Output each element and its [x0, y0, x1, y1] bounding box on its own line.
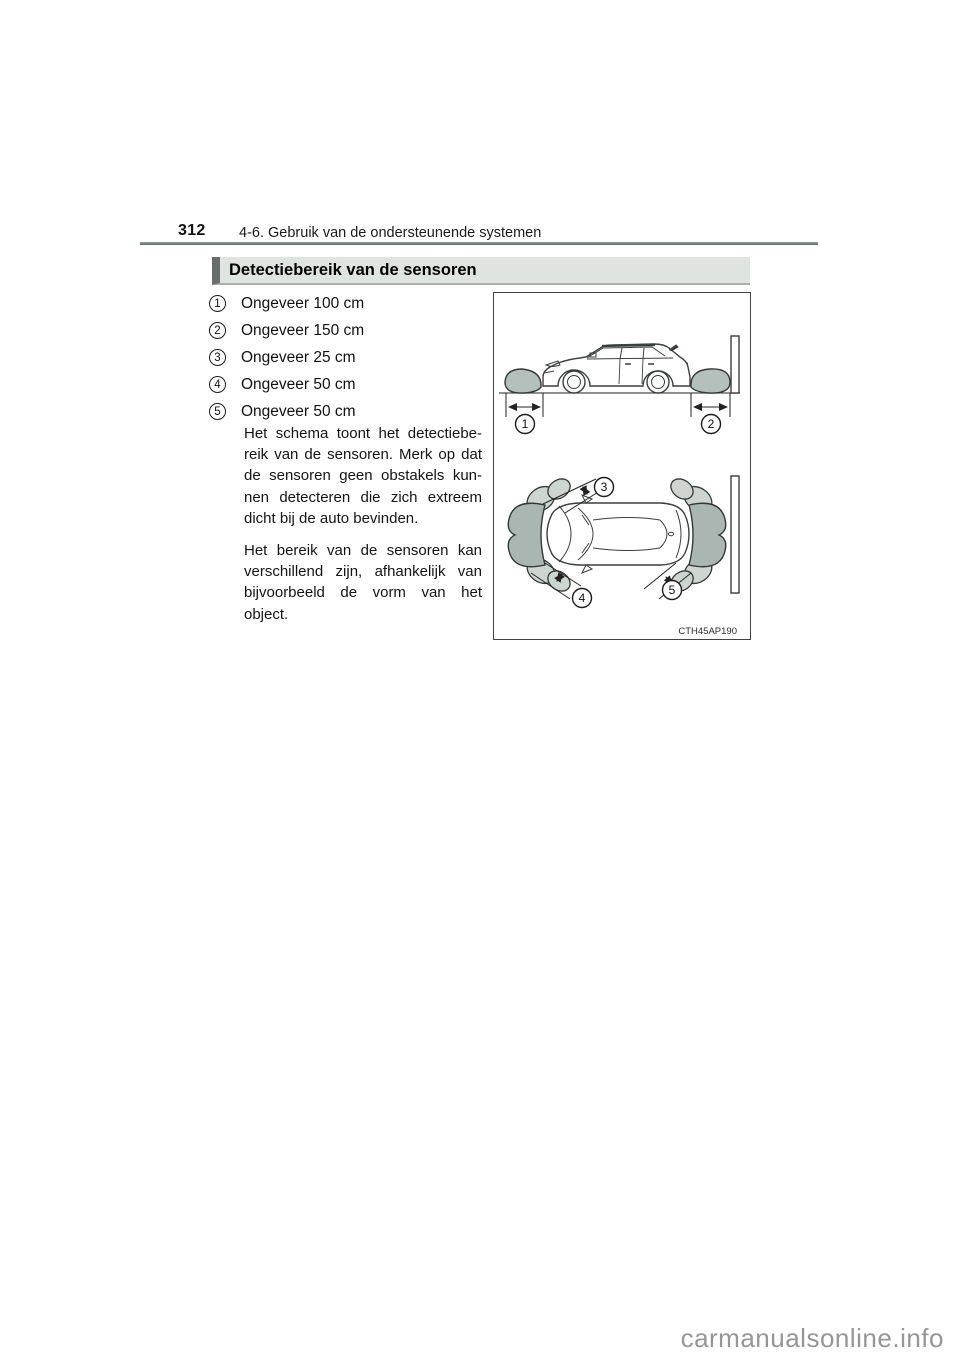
callout-2-label: 2	[707, 417, 715, 432]
front-detection-zone-side	[505, 369, 541, 393]
page-number: 312	[178, 222, 206, 239]
legend-item-4	[209, 371, 364, 398]
text-line: verschillend zijn, afhankelijk van	[244, 563, 482, 581]
legend-item-2	[209, 317, 364, 344]
dimension-1	[506, 393, 543, 417]
callout-1-label: 1	[521, 417, 529, 432]
side-view-diagram	[499, 336, 740, 434]
header-rule	[140, 242, 818, 245]
text-line: nen detecteren die zich extreem	[244, 488, 482, 506]
callout-4-label: 4	[578, 591, 586, 606]
sensor-range-legend	[209, 290, 364, 425]
callout-5-label: 5	[668, 583, 676, 598]
dimension-2	[691, 393, 730, 417]
text-line: bijvoorbeeld de vorm van het	[244, 584, 482, 602]
top-view-diagram	[508, 475, 739, 637]
front-center-detection-zone	[508, 503, 545, 567]
watermark: carmanualsonline.info	[680, 1323, 944, 1353]
wall-side-view	[731, 336, 739, 393]
text-line: reik van de sensoren. Merk op dat	[244, 446, 482, 464]
legend-item-label: Ongeveer 100 cm	[241, 294, 365, 312]
wall-top-view	[731, 476, 739, 593]
paragraph-detection-range	[244, 423, 482, 529]
text-line: Het bereik van de sensoren kan	[244, 542, 482, 560]
callout-3-label: 3	[600, 480, 608, 495]
legend-item-label: Ongeveer 25 cm	[241, 348, 356, 366]
legend-item-1	[209, 290, 364, 317]
chapter-title: 4-6. Gebruik van de ondersteunende systemen	[239, 225, 542, 241]
rear-detection-zone-side	[691, 369, 730, 393]
body-text	[244, 423, 482, 625]
sensor-diagram-svg	[494, 293, 750, 639]
car-side-view	[543, 344, 690, 393]
section-title: Detectiebereik van de sensoren	[229, 260, 477, 279]
callout-number-badge: 2	[209, 322, 226, 339]
text-line: de sensoren geen obstakels kun-	[244, 467, 482, 485]
callout-number-badge: 5	[209, 403, 226, 420]
paragraph-range-variation	[244, 540, 482, 625]
sensor-diagram-figure	[493, 292, 751, 640]
legend-item-3	[209, 344, 364, 371]
roof-rail	[602, 345, 655, 346]
rear-wheel	[647, 371, 669, 393]
car-top-outline	[547, 503, 689, 565]
text-line: Het schema toont het detectiebe-	[244, 425, 482, 442]
antenna	[669, 345, 678, 351]
text-line: dicht bij de auto bevinden.	[244, 509, 419, 527]
legend-item-label: Ongeveer 50 cm	[241, 402, 356, 420]
legend-item-label: Ongeveer 150 cm	[241, 321, 365, 339]
figure-code: CTH45AP190	[678, 626, 737, 637]
text-line: object.	[244, 605, 289, 623]
front-wheel	[563, 371, 585, 393]
legend-item-5	[209, 398, 364, 425]
callout-number-badge: 1	[209, 295, 226, 312]
callout-number-badge: 4	[209, 376, 226, 393]
car-top-view	[547, 495, 689, 573]
callout-number-badge: 3	[209, 349, 226, 366]
rear-center-detection-zone	[689, 503, 726, 567]
section-heading-bar	[212, 257, 750, 285]
legend-item-label: Ongeveer 50 cm	[241, 375, 356, 393]
